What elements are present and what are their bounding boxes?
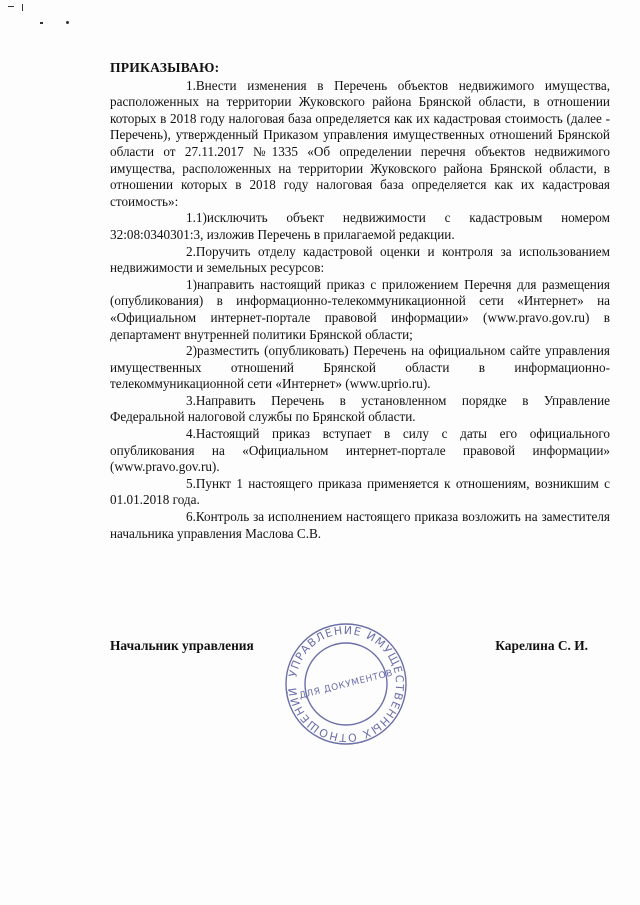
order-paragraph [110,509,610,542]
official-stamp [282,620,410,748]
paragraph-number: 6. [186,509,196,525]
order-paragraph [110,78,610,211]
paragraph-text: Пункт 1 настоящего приказа применяется к отношениям, возникшим с 01.01.2018 года. [110,475,610,508]
paragraph-text: Настоящий приказ вступает в силу с даты его официального опубликования на «Официальном интернет-портале правовой информации» (www.pravo.gov.ru). [110,426,610,475]
stamp-center-text: ДЛЯ ДОКУМЕНТОВ [298,668,395,702]
paragraph-text: направить настоящий приказ с приложением Перечня для размещения (опубликования) в информационно-телекоммуникационной сети «Интернет» на «Официальном интернет-портале правовой информации» (www.pravo.gov.ru) в департамент внутренней политики Брянской области; [110,276,610,342]
signer-name: Карелина С. И. [495,638,588,653]
signer-position: Начальник управления [110,638,254,653]
stamp-ring-text: УПРАВЛЕНИЕ ИМУЩЕСТВЕННЫХ ОТНОШЕНИЙ [285,623,407,745]
paragraph-text: Внести изменения в Перечень объектов недвижимого имущества, расположенных на территории Жуковского района Брянской области, в отношении которых в 2018 году налоговая база определяется как их кадастровая стоимость (далее - Перечень), утвержденный Приказом управления имущественных отношений Брянской области от 27.11.2017 №1335 «Об определении перечня объектов недвижимого имущества, расположенных на территории Жуковского района Брянской области, в отношении которых в 2018 году налоговая база определяется как их кадастровая стоимость»: [110,77,610,209]
scan-artifact [66,21,69,24]
scan-artifact [8,6,14,7]
order-paragraph [110,343,610,393]
paragraph-text: Поручить отделу кадастровой оценки и контроля за использованием недвижимости и земельных ресурсов: [110,243,610,276]
order-paragraph [110,210,610,243]
paragraph-text: Контроль за исполнением настоящего приказа возложить на заместителя начальника управления Маслова С.В. [110,509,610,541]
paragraph-number: 3. [186,392,196,408]
order-paragraph [110,393,610,426]
paragraph-text: Направить Перечень в установленном порядке в Управление Федеральной налоговой службы по Брянской области. [110,392,610,425]
paragraph-number: 1. [186,77,196,93]
paragraph-number: 5. [186,475,196,491]
paragraph-text: исключить объект недвижимости с кадастровым номером 32:08:0340301:3, изложив Перечень в прилагаемой редакции. [110,210,610,242]
paragraph-text: разместить (опубликовать) Перечень на официальном сайте управления имущественных отношений Брянской области в информационно-телекоммуникационной сети «Интернет» (www.uprio.ru). [110,343,610,392]
scan-artifact [22,4,23,11]
order-paragraph [110,244,610,277]
order-body [110,60,610,542]
order-paragraph [110,277,610,343]
order-heading: ПРИКАЗЫВАЮ: [110,60,220,75]
paragraph-number: 1.1) [186,210,207,226]
paragraph-number: 2. [186,243,196,259]
paragraph-number: 4. [186,426,196,442]
order-paragraph [110,476,610,509]
order-paragraph [110,426,610,476]
paragraph-number: 2) [186,343,197,359]
order-paragraphs [110,78,610,543]
scan-artifact [40,22,43,24]
paragraph-number: 1) [186,276,197,292]
